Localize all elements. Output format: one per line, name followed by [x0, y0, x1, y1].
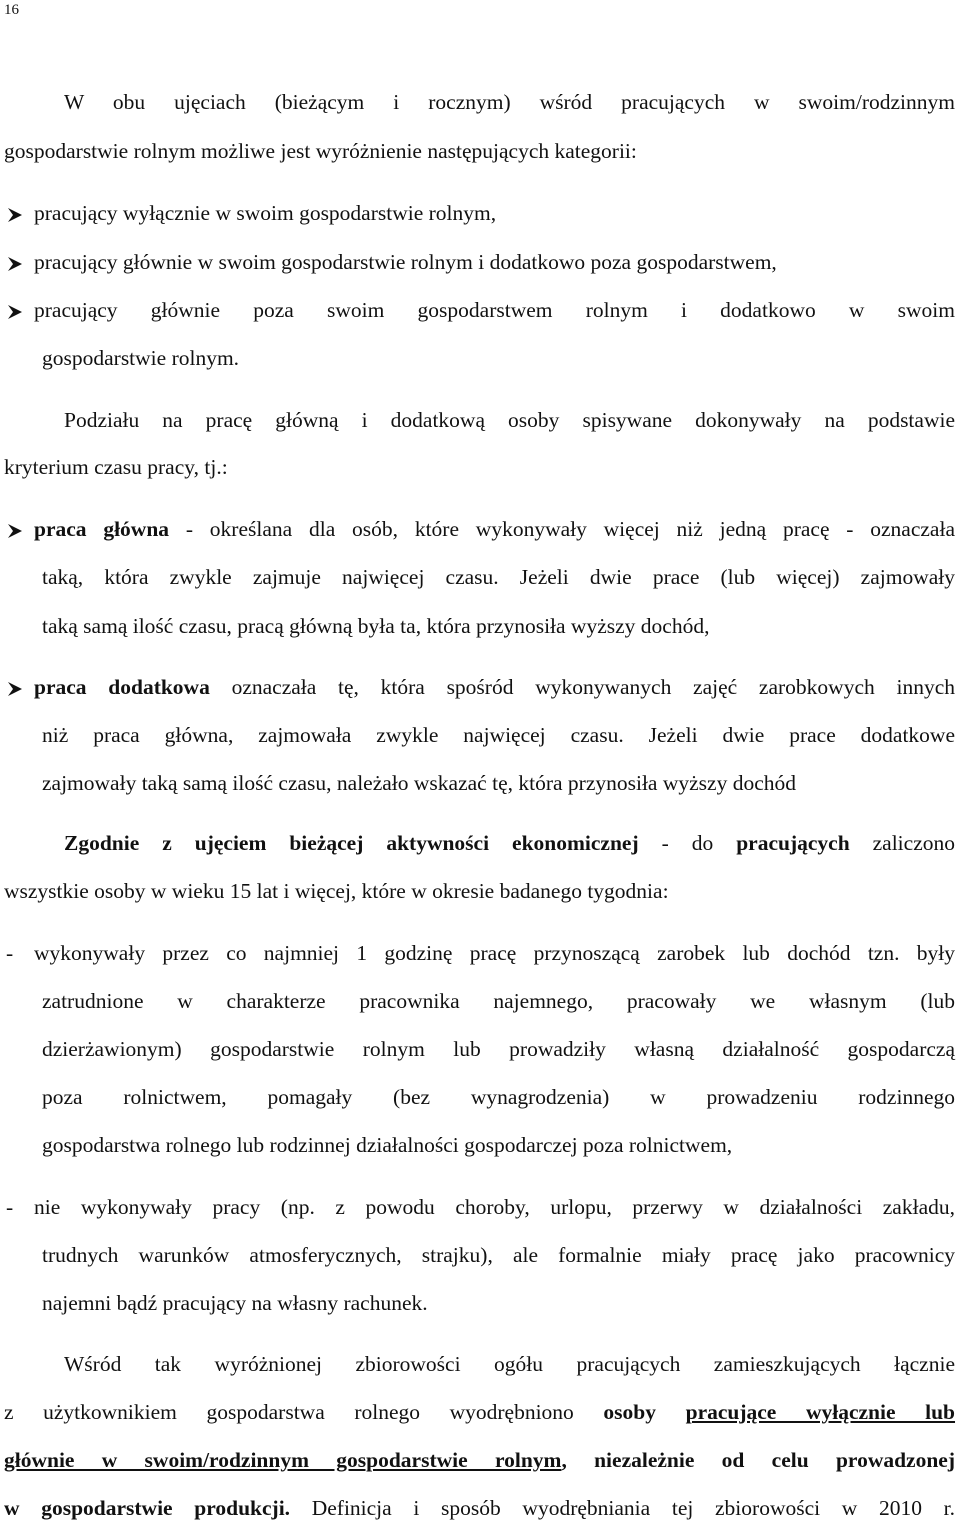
current-activity-mid: - do — [638, 831, 737, 855]
intro-line-2: gospodarstwie rolnym możliwe jest wyróżnienie następujących kategorii: — [4, 139, 637, 163]
arrow-bullet-icon — [6, 303, 24, 321]
dash-marker: - — [6, 941, 14, 965]
current-activity-line-1 — [64, 829, 955, 857]
final-persons-term: osoby — [603, 1400, 656, 1424]
dash-marker: - — [6, 1195, 14, 1219]
current-activity-line-1-rest: zaliczono — [849, 831, 955, 855]
final-line-4-rest: Definicja i sposób wyodrębniania tej zbiorowości w 2010 r. — [290, 1496, 955, 1520]
arrow-bullet-icon — [6, 255, 24, 273]
main-work-line-1-rest: - określana dla osób, które wykonywały więcej niż jedną pracę - oznaczała — [169, 517, 955, 541]
dash-1-line-1: wykonywały przez co najmniej 1 godzinę pracę przynoszącą zarobek lub dochód tzn. były — [34, 941, 955, 965]
final-line-3 — [4, 1446, 955, 1474]
division-line-2: kryterium czasu pracy, tj.: — [4, 455, 228, 479]
dash-2-line-3: najemni bądź pracujący na własny rachunek. — [42, 1291, 428, 1315]
dash-1-line-4: poza rolnictwem, pomagały (bez wynagrodzenia) w prowadzeniu rodzinnego — [42, 1085, 955, 1109]
final-production-term: w gospodarstwie produkcji. — [4, 1496, 291, 1520]
category-item-3-line-1: pracujący głównie poza swoim gospodarstwem rolnym i dodatkowo w swoim — [34, 298, 955, 322]
main-work-term: praca główna — [34, 517, 170, 541]
current-activity-term-2: pracujących — [736, 831, 850, 855]
final-line-2-start: z użytkownikiem gospodarstwa rolnego wyodrębniono — [4, 1400, 604, 1424]
final-line-1: Wśród tak wyróżnionej zbiorowości ogółu pracujących zamieszkujących łącznie — [64, 1352, 955, 1376]
main-work-line-3: taką samą ilość czasu, pracą główną była ta, która przynosiła wyższy dochód, — [42, 614, 710, 638]
final-working-term: pracujące wyłącznie lub — [685, 1400, 956, 1424]
main-work-line-1 — [34, 515, 955, 543]
final-line-4 — [4, 1494, 955, 1522]
final-own-farm-term: głównie w swoim/rodzinnym gospodarstwie rolnym — [4, 1448, 562, 1472]
category-item-2: pracujący głównie w swoim gospodarstwie rolnym i dodatkowo poza gospodarstwem, — [34, 250, 777, 274]
intro-line-1: W obu ujęciach (bieżącym i rocznym) wśród pracujących w swoim/rodzinnym — [64, 90, 955, 114]
dash-1-line-2: zatrudnione w charakterze pracownika najemnego, pracowały we własnym (lub — [42, 989, 955, 1013]
dash-2-line-2: trudnych warunków atmosferycznych, strajku), ale formalnie miały pracę jako pracownicy — [42, 1243, 955, 1267]
arrow-bullet-icon — [6, 522, 24, 540]
extra-work-line-3: zajmowały taką samą ilość czasu, należało wskazać tę, która przynosiła wyższy dochód — [42, 771, 796, 795]
arrow-bullet-icon — [6, 680, 24, 698]
final-line-2 — [4, 1398, 955, 1426]
extra-work-term: praca dodatkowa — [34, 675, 210, 699]
division-line-1: Podziału na pracę główną i dodatkową osoby spisywane dokonywały na podstawie — [64, 408, 955, 432]
dash-2-line-1: nie wykonywały pracy (np. z powodu choroby, urlopu, przerwy w działalności zakładu, — [34, 1195, 955, 1219]
final-line-2-space — [656, 1400, 686, 1424]
current-activity-line-2: wszystkie osoby w wieku 15 lat i więcej, które w okresie badanego tygodnia: — [4, 879, 669, 903]
current-activity-term: Zgodnie z ujęciem bieżącej aktywności ekonomicznej — [64, 831, 639, 855]
page-number: 16 — [4, 2, 19, 18]
dash-1-line-3: dzierżawionym) gospodarstwie rolnym lub prowadziły własną działalność gospodarczą — [42, 1037, 955, 1061]
main-work-line-2: taką, która zwykle zajmuje najwięcej czasu. Jeżeli dwie prace (lub więcej) zajmowały — [42, 565, 955, 589]
arrow-bullet-icon — [6, 206, 24, 224]
final-regardless-term: , niezależnie od celu prowadzonej — [561, 1448, 955, 1472]
dash-1-line-5: gospodarstwa rolnego lub rodzinnej działalności gospodarczej poza rolnictwem, — [42, 1133, 733, 1157]
extra-work-line-1-rest: oznaczała tę, która spośród wykonywanych zajęć zarobkowych innych — [209, 675, 955, 699]
category-item-1: pracujący wyłącznie w swoim gospodarstwie rolnym, — [34, 201, 497, 225]
category-item-3-line-2: gospodarstwie rolnym. — [42, 346, 240, 370]
extra-work-line-2: niż praca główna, zajmowała zwykle najwięcej czasu. Jeżeli dwie prace dodatkowe — [42, 723, 955, 747]
extra-work-line-1 — [34, 673, 955, 701]
